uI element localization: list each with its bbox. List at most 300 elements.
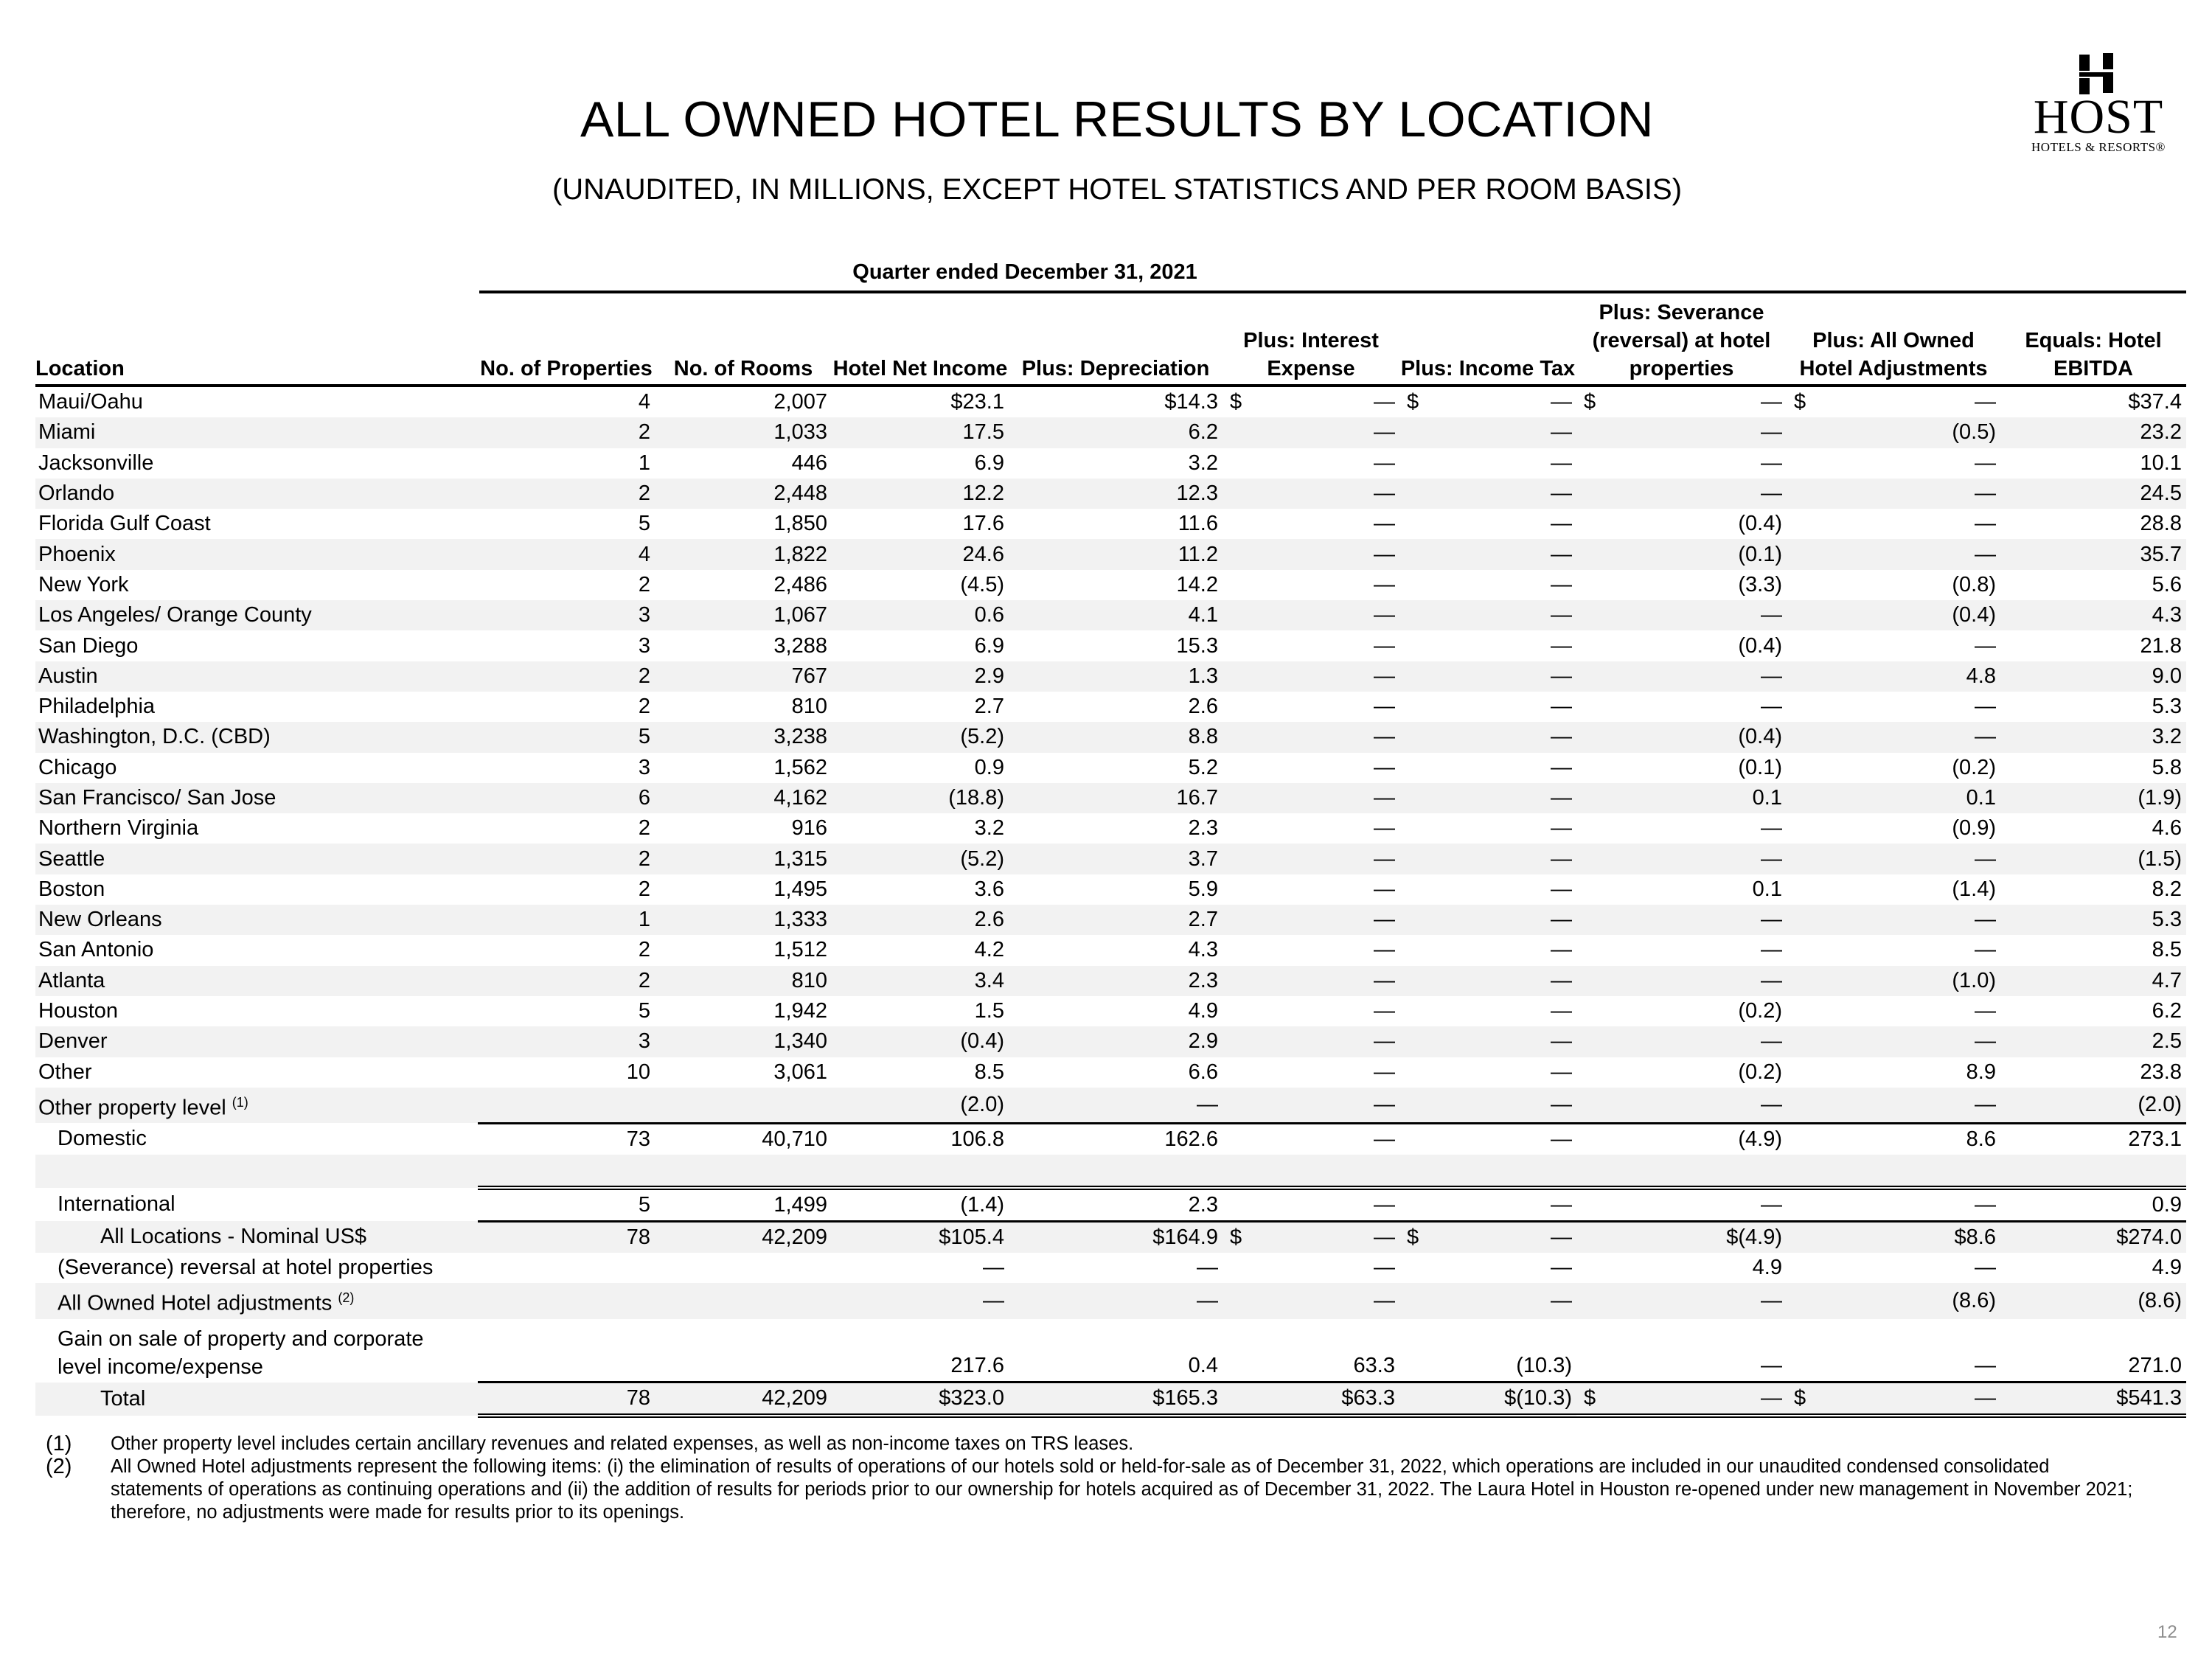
cell-value: — (1551, 512, 1572, 536)
row-label-text: Orlando (38, 481, 115, 506)
table-cell (1222, 753, 1399, 783)
cell-value: 6.2 (2152, 999, 2182, 1023)
cell-value: 1.3 (1188, 664, 1218, 688)
cell-value: 2,007 (773, 390, 827, 414)
table-cell (1787, 539, 2000, 569)
table-cell (655, 479, 832, 509)
table-cell (2000, 1253, 2186, 1283)
cell-value: $37.4 (2128, 390, 2182, 414)
cell-value: — (1374, 633, 1395, 658)
table-cell (2000, 1221, 2186, 1253)
table-cell (2000, 874, 2186, 905)
cell-value: 2 (638, 877, 650, 901)
cell-value: — (1374, 938, 1395, 962)
cell-value: 9.0 (2152, 664, 2182, 688)
row-label (35, 813, 478, 844)
table-cell (1009, 996, 1222, 1026)
cell-value: 4.9 (2152, 1256, 2182, 1280)
cell-value: 11.6 (1178, 512, 1218, 536)
table-cell (1787, 692, 2000, 722)
table-row (35, 692, 2186, 722)
table-cell (1787, 874, 2000, 905)
table-row (35, 539, 2186, 569)
cell-value: 42,209 (762, 1225, 827, 1250)
table-row (35, 935, 2186, 965)
cell-value: (0.4) (1738, 512, 1782, 536)
table-cell (832, 1382, 1009, 1416)
table-row (35, 479, 2186, 509)
table-cell (1399, 874, 1576, 905)
table-cell (1222, 600, 1399, 630)
cell-value: 2 (638, 968, 650, 992)
cell-value: — (1551, 1225, 1572, 1250)
period-header: Quarter ended December 31, 2021 (852, 260, 1197, 284)
cell-value: $541.3 (2116, 1386, 2182, 1411)
cell-value: — (1374, 1060, 1395, 1084)
table-row (35, 1123, 2186, 1155)
cell-value: — (1374, 1092, 1395, 1116)
row-label-text: New York (38, 572, 129, 597)
cell-value: — (1551, 633, 1572, 658)
cell-value: — (1761, 1092, 1782, 1116)
table-cell (1576, 570, 1787, 600)
table-cell (1576, 1253, 1787, 1283)
table-cell (1222, 966, 1399, 996)
table-cell (1787, 1123, 2000, 1155)
cell-value: (4.5) (960, 572, 1004, 597)
cell-value: — (983, 1256, 1004, 1280)
table-row (35, 753, 2186, 783)
cell-value: 17.6 (962, 512, 1004, 536)
row-label (35, 1253, 478, 1283)
cell-value: — (1551, 908, 1572, 932)
cell-value: 1,512 (773, 938, 827, 962)
cell-value: 3.2 (974, 816, 1004, 841)
table-cell (832, 539, 1009, 569)
cell-value: 0.1 (1752, 786, 1782, 810)
table-cell (1787, 1221, 2000, 1253)
table-cell (1009, 905, 1222, 935)
cell-value: — (1374, 390, 1395, 414)
table-cell (1399, 1026, 1576, 1057)
table-cell (832, 509, 1009, 539)
period-rule (479, 291, 2186, 293)
row-label (35, 417, 478, 448)
cell-value: — (1551, 390, 1572, 414)
cell-value: (0.5) (1952, 420, 1996, 445)
table-cell (1576, 539, 1787, 569)
row-label-text: Jacksonville (38, 451, 154, 475)
cell-value: 1,495 (773, 877, 827, 901)
cell-value: 2.7 (974, 695, 1004, 719)
cell-value: (18.8) (948, 786, 1004, 810)
cell-value: (0.2) (1738, 1060, 1782, 1084)
col-header: Plus: Interest Expense (1222, 299, 1399, 386)
table-cell (478, 661, 655, 692)
table-cell (832, 417, 1009, 448)
cell-value: — (1374, 877, 1395, 901)
table-cell (1009, 966, 1222, 996)
table-cell (1222, 1283, 1399, 1319)
cell-value: 1 (638, 451, 650, 475)
cell-value: — (1975, 695, 1996, 719)
table-cell (832, 996, 1009, 1026)
cell-value: 5.2 (1188, 755, 1218, 779)
table-cell (1787, 509, 2000, 539)
table-cell (2000, 1283, 2186, 1319)
table-cell (832, 600, 1009, 630)
cell-value: 6.2 (1188, 420, 1218, 445)
cell-value: 4.3 (2152, 603, 2182, 627)
page-number: 12 (2157, 1622, 2177, 1642)
row-label-text: All Owned Hotel adjustments (58, 1292, 333, 1316)
cell-value: 17.5 (962, 420, 1004, 445)
cell-value: 5.3 (2152, 908, 2182, 932)
cell-value: — (1761, 846, 1782, 871)
table-cell (832, 1253, 1009, 1283)
cell-value: (1.0) (1952, 968, 1996, 992)
cell-value: — (1761, 390, 1782, 414)
table-cell (832, 1319, 1009, 1382)
cell-value: — (1374, 1225, 1395, 1250)
table-cell (1222, 661, 1399, 692)
cell-value: — (1975, 1192, 1996, 1217)
table-row (35, 1283, 2186, 1319)
cell-value: — (1551, 755, 1572, 779)
table-cell (1399, 509, 1576, 539)
logo-wordmark: HOST (2033, 90, 2164, 144)
cell-value: 2 (638, 816, 650, 841)
row-label (35, 1221, 478, 1253)
row-label (35, 783, 478, 813)
cell-value: (0.1) (1738, 755, 1782, 779)
cell-value: — (1374, 695, 1395, 719)
table-cell (478, 1026, 655, 1057)
table-cell (1009, 1088, 1222, 1124)
cell-value: 4.6 (2152, 816, 2182, 841)
cell-value: 73 (626, 1127, 650, 1152)
table-cell (832, 1221, 1009, 1253)
cell-value: — (1374, 512, 1395, 536)
table-cell (478, 1123, 655, 1155)
table-cell (1576, 386, 1787, 417)
row-label-text: Florida Gulf Coast (38, 512, 211, 536)
row-label-text: Northern Virginia (38, 816, 199, 841)
table-cell (832, 386, 1009, 417)
row-label-text: Philadelphia (38, 695, 156, 719)
cell-value: — (1551, 1060, 1572, 1084)
table-cell (832, 966, 1009, 996)
table-cell (1009, 600, 1222, 630)
cell-value: $(4.9) (1726, 1225, 1782, 1250)
table-cell (1222, 1088, 1399, 1124)
table-cell (655, 844, 832, 874)
table-cell (478, 570, 655, 600)
table-cell (655, 417, 832, 448)
cell-value: (2.0) (960, 1092, 1004, 1116)
cell-value: 5 (638, 725, 650, 749)
table-cell (832, 1026, 1009, 1057)
table-row (35, 1382, 2186, 1416)
cell-value: 4.1 (1188, 603, 1218, 627)
table-cell (1399, 630, 1576, 661)
table-cell (655, 783, 832, 813)
cell-value: 2 (638, 481, 650, 506)
table-cell (1787, 844, 2000, 874)
table-row (35, 661, 2186, 692)
table-cell (1222, 539, 1399, 569)
table-row (35, 600, 2186, 630)
table-cell (1009, 1253, 1222, 1283)
table-cell (1222, 1123, 1399, 1155)
row-label-text: Chicago (38, 755, 117, 779)
table-cell (1222, 844, 1399, 874)
row-label-text: Austin (38, 664, 98, 688)
row-label (35, 935, 478, 965)
cell-value: — (1551, 420, 1572, 445)
table-cell (1009, 509, 1222, 539)
table-cell (1009, 692, 1222, 722)
cell-value: 1,850 (773, 512, 827, 536)
cell-value: (1.4) (1952, 877, 1996, 901)
table-cell (1787, 935, 2000, 965)
table-cell (1009, 813, 1222, 844)
table-cell (1576, 996, 1787, 1026)
cell-value: — (1374, 968, 1395, 992)
col-header: Equals: Hotel EBITDA (2000, 299, 2186, 386)
table-row (35, 448, 2186, 479)
cell-value: — (1551, 1127, 1572, 1152)
cell-value: — (1761, 481, 1782, 506)
row-label (35, 966, 478, 996)
cell-value: (10.3) (1516, 1354, 1572, 1378)
cell-value: — (1551, 451, 1572, 475)
table-cell (1576, 966, 1787, 996)
table-cell (1399, 661, 1576, 692)
cell-value: — (1374, 572, 1395, 597)
table-cell (478, 479, 655, 509)
cell-value: (0.1) (1738, 542, 1782, 566)
table-cell (1399, 1253, 1576, 1283)
table-cell (1009, 630, 1222, 661)
table-cell (2000, 753, 2186, 783)
table-cell (2000, 1123, 2186, 1155)
currency-sign: $ (1584, 390, 1596, 414)
col-header: Plus: Severance (reversal) at hotel properties (1576, 299, 1787, 386)
table-cell (1787, 783, 2000, 813)
cell-value: 4.2 (974, 938, 1004, 962)
currency-sign: $ (1794, 390, 1806, 414)
cell-value: — (1761, 938, 1782, 962)
cell-value: 3 (638, 1029, 650, 1054)
table-row (35, 509, 2186, 539)
table-cell (1576, 1382, 1787, 1416)
cell-value: 5 (638, 512, 650, 536)
cell-value: — (1551, 1192, 1572, 1217)
table-cell (1576, 479, 1787, 509)
table-row (35, 1319, 2186, 1382)
cell-value: 11.2 (1178, 542, 1218, 566)
cell-value: (2.0) (2138, 1092, 2182, 1116)
table-row (35, 386, 2186, 417)
cell-value: 12.2 (962, 481, 1004, 506)
cell-value: — (1374, 999, 1395, 1023)
table-cell (655, 600, 832, 630)
table-cell (832, 661, 1009, 692)
table-cell (478, 1283, 655, 1319)
cell-value: 21.8 (2140, 633, 2182, 658)
cell-value: — (1197, 1289, 1218, 1313)
table-cell (1009, 722, 1222, 752)
cell-value: — (1975, 390, 1996, 414)
cell-value: 16.7 (1176, 786, 1218, 810)
table-cell (478, 1382, 655, 1416)
currency-sign: $ (1794, 1386, 1806, 1411)
table-cell (478, 1057, 655, 1088)
table-cell (832, 479, 1009, 509)
cell-value: 4.7 (2152, 968, 2182, 992)
table-cell (478, 844, 655, 874)
cell-value: 1,942 (773, 999, 827, 1023)
cell-value: 1,333 (773, 908, 827, 932)
cell-value: (8.6) (2138, 1289, 2182, 1313)
cell-value: 4.3 (1188, 938, 1218, 962)
cell-value: — (983, 1289, 1004, 1313)
cell-value: — (1551, 572, 1572, 597)
cell-value: $274.0 (2116, 1225, 2182, 1250)
row-label-text: International (58, 1192, 175, 1216)
row-label (35, 1057, 478, 1088)
row-label-text: San Antonio (38, 938, 154, 962)
cell-value: 8.5 (2152, 938, 2182, 962)
cell-value: 6.9 (974, 633, 1004, 658)
table-cell (1399, 448, 1576, 479)
cell-value: (0.4) (1738, 725, 1782, 749)
cell-value: — (1551, 968, 1572, 992)
table-row (35, 905, 2186, 935)
cell-value: — (1975, 1354, 1996, 1378)
cell-value: 446 (791, 451, 827, 475)
table-cell (2000, 905, 2186, 935)
table-cell (655, 1221, 832, 1253)
table-cell (1399, 1188, 1576, 1222)
table-cell (655, 661, 832, 692)
cell-value: 0.1 (1752, 877, 1782, 901)
cell-value: — (1761, 695, 1782, 719)
cell-value: 810 (791, 968, 827, 992)
table-cell (1787, 386, 2000, 417)
currency-sign: $ (1407, 390, 1419, 414)
cell-value: 5.6 (2152, 572, 2182, 597)
table-cell (1399, 386, 1576, 417)
cell-value: (0.4) (1952, 603, 1996, 627)
table-cell (2000, 1088, 2186, 1124)
table-cell (832, 935, 1009, 965)
cell-value: — (1761, 1289, 1782, 1313)
cell-value: 4 (638, 542, 650, 566)
table-cell (1009, 874, 1222, 905)
cell-value: 3.2 (2152, 725, 2182, 749)
table-cell (655, 1026, 832, 1057)
cell-value: 0.6 (974, 603, 1004, 627)
cell-value: 2.6 (1188, 695, 1218, 719)
cell-value: — (1374, 1029, 1395, 1054)
table-cell (1009, 935, 1222, 965)
cell-value: — (1374, 725, 1395, 749)
table-cell (2000, 661, 2186, 692)
table-cell (832, 692, 1009, 722)
table-cell (1222, 1382, 1399, 1416)
table-cell (1009, 570, 1222, 600)
table-row (35, 783, 2186, 813)
empty-cell (832, 1155, 1009, 1187)
table-cell (1576, 1123, 1787, 1155)
cell-value: $8.6 (1954, 1225, 1996, 1250)
cell-value: (0.2) (1952, 755, 1996, 779)
empty-cell (478, 1155, 655, 1187)
table-cell (1222, 1026, 1399, 1057)
table-cell (655, 630, 832, 661)
cell-value: 5.8 (2152, 755, 2182, 779)
cell-value: (0.9) (1952, 816, 1996, 841)
table-cell (478, 1188, 655, 1222)
empty-cell (1399, 1155, 1576, 1187)
table-cell (1576, 1057, 1787, 1088)
cell-value: 1,499 (773, 1192, 827, 1217)
row-label-text: Miami (38, 420, 96, 445)
table-cell (655, 509, 832, 539)
table-cell (478, 722, 655, 752)
cell-value: 42,209 (762, 1386, 827, 1411)
currency-sign: $ (1230, 1225, 1242, 1250)
table-cell (1009, 1382, 1222, 1416)
cell-value: 217.6 (950, 1354, 1004, 1378)
table-cell (1222, 813, 1399, 844)
cell-value: — (1551, 786, 1572, 810)
table-cell (1399, 417, 1576, 448)
table-cell (2000, 722, 2186, 752)
table-cell (655, 813, 832, 844)
table-cell (1576, 1283, 1787, 1319)
cell-value: — (1551, 938, 1572, 962)
cell-value: 40,710 (762, 1127, 827, 1152)
cell-value: — (1551, 1029, 1572, 1054)
col-header: No. of Rooms (655, 299, 832, 386)
cell-value: — (1761, 968, 1782, 992)
cell-value: 8.5 (974, 1060, 1004, 1084)
row-label-text: (Severance) reversal at hotel properties (58, 1256, 434, 1280)
table-row (35, 570, 2186, 600)
table-cell (1787, 1088, 2000, 1124)
cell-value: 4.9 (1188, 999, 1218, 1023)
cell-value: $323.0 (939, 1386, 1004, 1411)
table-cell (2000, 600, 2186, 630)
cell-value: — (1551, 999, 1572, 1023)
cell-value: 2.5 (2152, 1029, 2182, 1054)
cell-value: — (1761, 816, 1782, 841)
cell-value: — (1374, 1289, 1395, 1313)
row-label (35, 692, 478, 722)
cell-value: 767 (791, 664, 827, 688)
cell-value: 1,033 (773, 420, 827, 445)
table-cell (478, 386, 655, 417)
cell-value: 3,061 (773, 1060, 827, 1084)
table-cell (655, 722, 832, 752)
table-cell (1399, 570, 1576, 600)
cell-value: (5.2) (960, 725, 1004, 749)
cell-value: 916 (791, 816, 827, 841)
cell-value: 8.9 (1966, 1060, 1996, 1084)
